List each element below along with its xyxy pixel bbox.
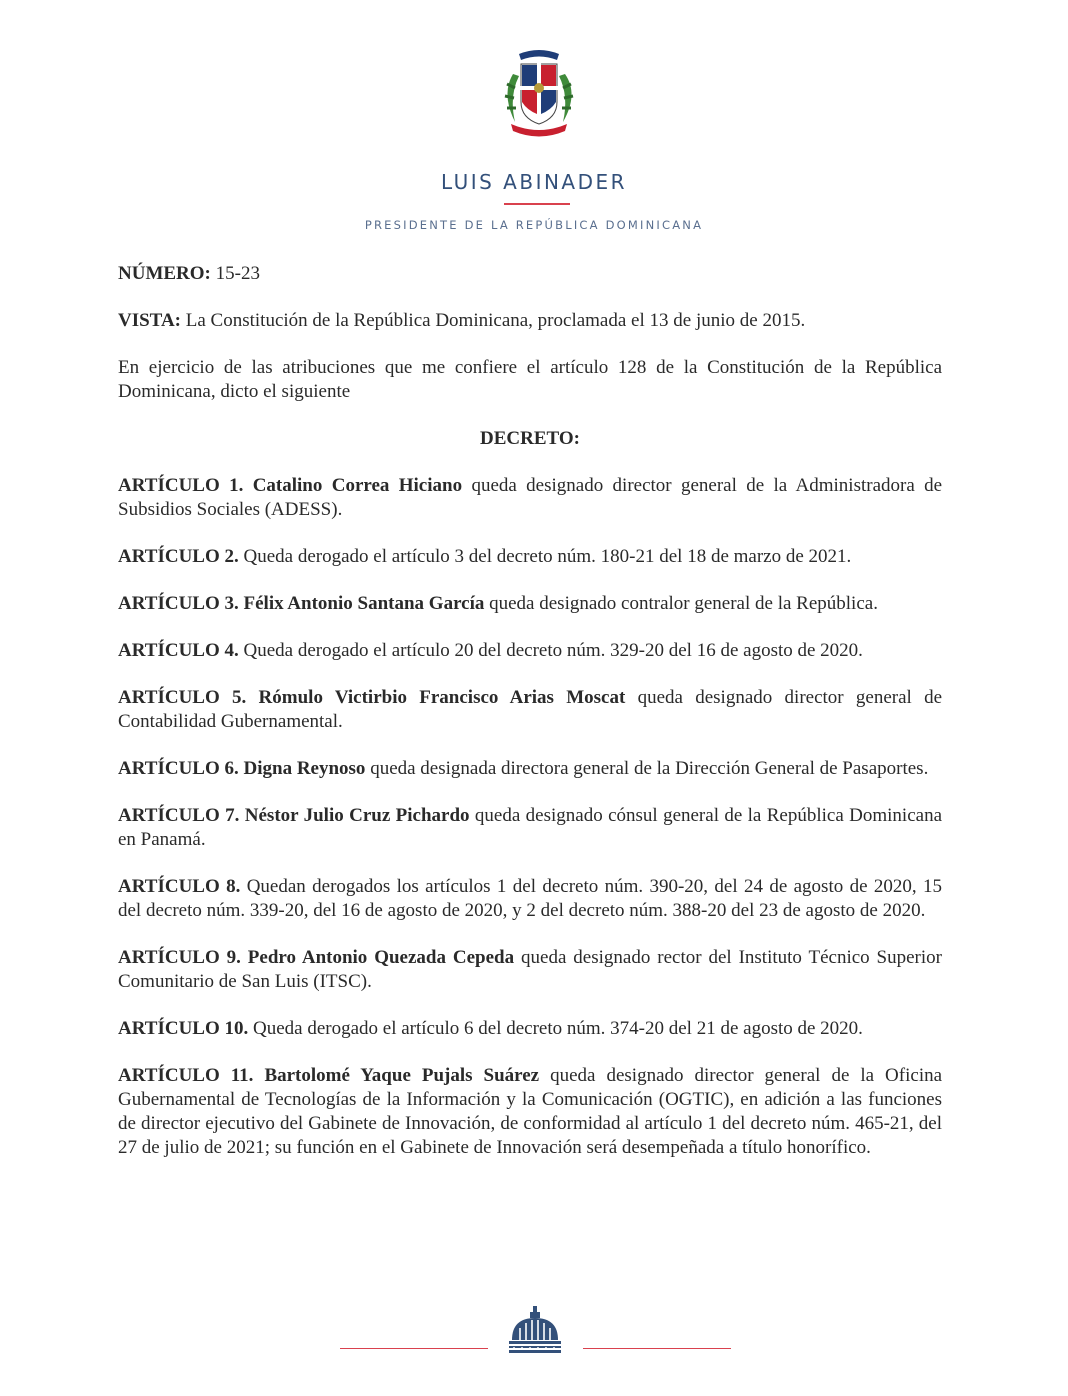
- article-label: ARTÍCULO 11.: [118, 1065, 254, 1086]
- footer-rule-left: [340, 1348, 488, 1349]
- article-text: Quedan derogados los artículos 1 del decreto núm. 390-20, del 24 de agosto de 2020, 15 del decreto núm. 339-20, del 16 de agosto de 2020, y 2 del decreto núm. 388-20 del 23 de agosto de 2020.: [118, 876, 942, 921]
- article-5: [118, 686, 942, 734]
- article-label: ARTÍCULO 3.: [118, 593, 239, 614]
- vista-label: VISTA:: [118, 310, 181, 331]
- article-appointee: Catalino Correa Hiciano: [252, 475, 463, 496]
- article-label: ARTÍCULO 7.: [118, 805, 240, 826]
- article-6: [118, 757, 942, 781]
- article-text: queda designado cónsul general de la República Dominicana en Panamá.: [118, 805, 943, 850]
- article-text: queda designado director general de la Oficina Gubernamental de Tecnologías de la Información y la Comunicación (OGTIC), en adición a las funciones de director ejecutivo del Gabinete de Innovación, de conformidad al artículo 1 del decreto núm. 465-21, del 27 de julio de 2021; su función en el Gabinete de Innovación será desempeñada a título honorífico.: [118, 1065, 943, 1158]
- article-appointee: Rómulo Victirbio Francisco Arias Moscat: [258, 687, 626, 708]
- decree-title: DECRETO:: [480, 428, 580, 449]
- article-appointee: Digna Reynoso: [243, 758, 366, 779]
- article-appointee: Bartolomé Yaque Pujals Suárez: [264, 1065, 540, 1086]
- vista-line: [118, 309, 942, 333]
- header-divider: [504, 203, 570, 205]
- article-4: [118, 639, 942, 663]
- article-text: queda designada directora general de la Dirección General de Pasaportes.: [370, 758, 929, 779]
- article-text: queda designado director general de Contabilidad Gubernamental.: [118, 687, 943, 732]
- numero-value: 15-23: [215, 263, 260, 284]
- article-9: [118, 946, 942, 994]
- article-appointee: Pedro Antonio Quezada Cepeda: [247, 947, 515, 968]
- article-text: queda designado contralor general de la República.: [489, 593, 878, 614]
- numero-label: NÚMERO:: [118, 263, 211, 284]
- article-label: ARTÍCULO 1.: [118, 475, 244, 496]
- president-name: LUIS ABINADER: [440, 170, 628, 194]
- vista-text: La Constitución de la República Dominicana, proclamada el 13 de junio de 2015.: [185, 310, 806, 331]
- footer-rule-right: [583, 1348, 731, 1349]
- article-label: ARTÍCULO 8.: [118, 876, 241, 897]
- palace-dome-icon: [506, 1306, 564, 1358]
- article-label: ARTÍCULO 6.: [118, 758, 239, 779]
- article-text: Queda derogado el artículo 3 del decreto núm. 180-21 del 18 de marzo de 2021.: [243, 546, 852, 567]
- article-text: Queda derogado el artículo 6 del decreto núm. 374-20 del 21 de agosto de 2020.: [253, 1018, 863, 1039]
- numero-line: [118, 262, 942, 286]
- president-title: PRESIDENTE DE LA REPÚBLICA DOMINICANA: [364, 218, 704, 232]
- article-10: [118, 1017, 942, 1041]
- article-8: [118, 875, 942, 923]
- article-3: [118, 592, 942, 616]
- article-appointee: Néstor Julio Cruz Pichardo: [244, 805, 470, 826]
- article-label: ARTÍCULO 9.: [118, 947, 241, 968]
- article-label: ARTÍCULO 2.: [118, 546, 239, 567]
- decree-body: [118, 262, 942, 1183]
- article-label: ARTÍCULO 5.: [118, 687, 247, 708]
- article-label: ARTÍCULO 4.: [118, 640, 239, 661]
- article-text: queda designado rector del Instituto Técnico Superior Comunitario de San Luis (ITSC).: [118, 947, 942, 992]
- coat-of-arms-icon: [493, 44, 585, 140]
- article-label: ARTÍCULO 10.: [118, 1018, 249, 1039]
- article-7: [118, 804, 942, 852]
- article-text: queda designado director general de la Administradora de Subsidios Sociales (ADESS).: [118, 475, 943, 520]
- preamble: En ejercicio de las atribuciones que me confiere el artículo 128 de la Constitución de la República Dominicana, dicto el siguiente: [118, 357, 942, 402]
- article-appointee: Félix Antonio Santana García: [243, 593, 485, 614]
- article-1: [118, 474, 942, 522]
- article-11: [118, 1064, 942, 1160]
- article-2: [118, 545, 942, 569]
- article-text: Queda derogado el artículo 20 del decreto núm. 329-20 del 16 de agosto de 2020.: [243, 640, 863, 661]
